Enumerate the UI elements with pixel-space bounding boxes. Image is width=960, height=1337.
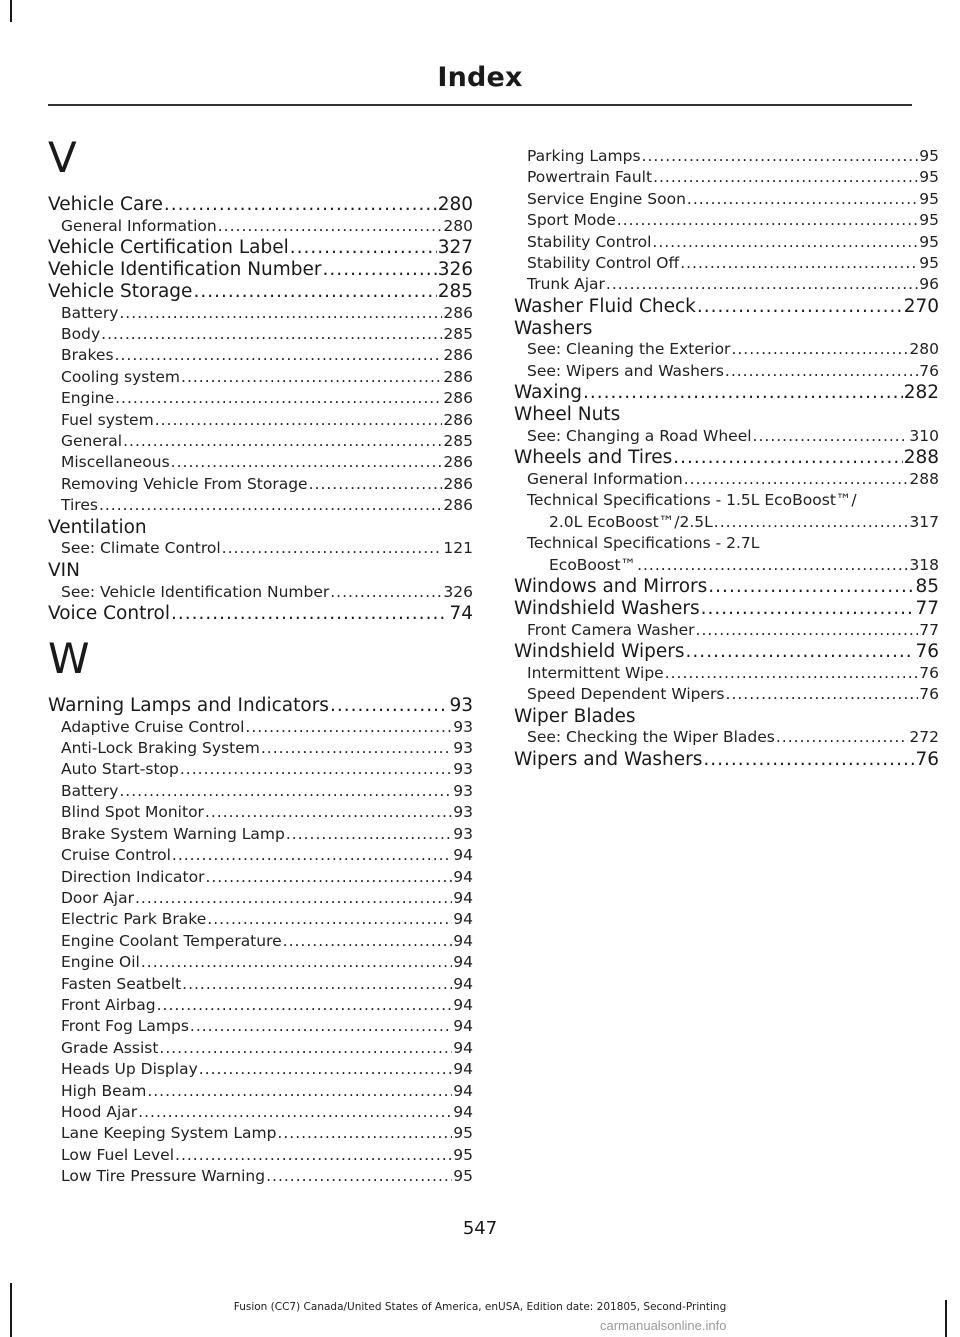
index-label: Sport Mode xyxy=(527,211,616,230)
index-page-ref: 286 xyxy=(443,496,473,515)
index-page-ref: 286 xyxy=(443,453,473,472)
dot-leader xyxy=(190,1016,452,1037)
index-page-ref: 286 xyxy=(443,303,473,322)
index-label: Door Ajar xyxy=(61,888,134,907)
index-label: General xyxy=(61,432,123,451)
index-page-ref: 95 xyxy=(453,1167,473,1186)
index-subentry xyxy=(48,452,473,473)
index-label: Removing Vehicle From Storage xyxy=(61,474,308,493)
index-page-ref: 95 xyxy=(919,211,939,230)
index-page-ref: 318 xyxy=(909,555,939,574)
index-heading xyxy=(48,517,473,539)
index-subentry xyxy=(514,361,939,382)
index-label: Grade Assist xyxy=(61,1038,159,1057)
index-label: Technical Specifications - 2.7L xyxy=(527,534,760,553)
dot-leader xyxy=(155,410,443,431)
index-page-ref: 288 xyxy=(909,470,939,489)
index-label: Lane Keeping System Lamp xyxy=(61,1124,277,1143)
dot-leader xyxy=(218,216,443,237)
index-subentry xyxy=(48,931,473,952)
index-subentry xyxy=(48,410,473,431)
index-subentry xyxy=(48,738,473,759)
dot-leader xyxy=(776,727,909,748)
index-page-ref: 326 xyxy=(437,259,473,280)
index-label: General Information xyxy=(61,216,217,235)
dot-leader xyxy=(290,237,437,259)
dot-leader xyxy=(193,281,436,303)
index-page-ref: 94 xyxy=(453,931,473,950)
index-label: See: Checking the Wiper Blades xyxy=(527,728,775,747)
index-page-ref: 121 xyxy=(443,539,473,558)
dot-leader xyxy=(180,759,452,780)
dot-leader xyxy=(309,474,443,495)
index-subentry xyxy=(48,216,473,237)
index-subentry xyxy=(514,339,939,360)
crop-mark-top-left xyxy=(10,0,12,22)
dot-leader xyxy=(617,210,918,231)
dot-leader xyxy=(181,367,442,388)
index-subentry xyxy=(514,727,939,748)
edition-info: Fusion (CC7) Canada/United States of America, enUSA, Edition date: 201805, Second-Printing xyxy=(233,1301,727,1313)
index-subentry xyxy=(48,1038,473,1059)
index-page-ref: 85 xyxy=(915,576,939,598)
index-heading xyxy=(514,749,939,771)
dot-leader xyxy=(266,1166,452,1187)
index-subentry xyxy=(48,474,473,495)
dot-leader xyxy=(652,232,918,253)
index-page-ref: 76 xyxy=(915,748,939,770)
dot-leader xyxy=(330,695,449,717)
index-subentry xyxy=(48,324,473,345)
dot-leader xyxy=(99,495,442,516)
index-subentry xyxy=(48,1123,473,1144)
index-label: Speed Dependent Wipers xyxy=(527,685,725,704)
dot-leader xyxy=(753,426,909,447)
dot-leader xyxy=(703,749,914,771)
index-label: Trunk Ajar xyxy=(527,275,605,294)
index-subentry xyxy=(48,781,473,802)
dot-leader xyxy=(245,717,452,738)
index-label: Waxing xyxy=(514,382,583,404)
index-label: Stability Control Off xyxy=(527,254,680,273)
index-label: Wipers and Washers xyxy=(514,748,703,770)
index-page-ref: 94 xyxy=(453,1017,473,1036)
index-subentry xyxy=(48,995,473,1016)
index-label: Warning Lamps and Indicators xyxy=(48,694,329,716)
index-heading xyxy=(514,404,939,426)
index-subentry xyxy=(514,512,939,533)
index-subentry xyxy=(514,274,939,295)
index-page-ref: 272 xyxy=(909,728,939,747)
index-subentry xyxy=(48,952,473,973)
index-subentry xyxy=(48,1145,473,1166)
index-heading xyxy=(514,382,939,404)
index-label: Body xyxy=(61,325,101,343)
index-label: Cruise Control xyxy=(61,846,171,865)
index-label: See: Wipers and Washers xyxy=(527,361,724,380)
index-subentry xyxy=(514,620,939,641)
index-page-ref: 282 xyxy=(903,382,939,404)
index-label: Front Camera Washer xyxy=(527,620,695,639)
index-label: Windows and Mirrors xyxy=(514,576,708,598)
index-subentry xyxy=(48,867,473,888)
index-page-ref: 94 xyxy=(453,1081,473,1100)
index-page-ref: 74 xyxy=(449,603,473,625)
index-label: EcoBoost™ xyxy=(549,555,637,574)
index-page-ref: 94 xyxy=(453,1060,473,1079)
dot-leader xyxy=(138,1102,452,1123)
index-label: Stability Control xyxy=(527,232,652,251)
index-subentry xyxy=(48,431,473,452)
section-letter: V xyxy=(48,133,77,182)
index-column-left xyxy=(48,130,473,1188)
dot-leader xyxy=(687,189,918,210)
dot-leader xyxy=(583,382,903,404)
index-label: Voice Control xyxy=(48,603,170,625)
dot-leader xyxy=(725,361,918,382)
index-subentry xyxy=(48,1081,473,1102)
index-page-ref: 94 xyxy=(453,974,473,993)
dot-leader xyxy=(680,253,918,274)
index-page-ref: 286 xyxy=(443,474,473,493)
watermark: carmanualsonline.info xyxy=(600,1318,727,1333)
index-subentry xyxy=(48,1016,473,1037)
index-subentry xyxy=(514,189,939,210)
index-page-ref: 93 xyxy=(453,781,473,800)
index-subentry xyxy=(48,1059,473,1080)
dot-leader xyxy=(686,641,915,663)
dot-leader xyxy=(330,582,442,603)
index-subentry xyxy=(514,232,939,253)
index-page-ref: 286 xyxy=(443,389,473,408)
index-page-ref: 286 xyxy=(443,367,473,386)
index-label: Battery xyxy=(61,781,119,800)
index-heading xyxy=(48,237,473,259)
index-subentry xyxy=(514,469,939,490)
index-page-ref: 95 xyxy=(919,168,939,187)
index-page-ref: 76 xyxy=(919,361,939,380)
index-heading xyxy=(514,598,939,620)
index-label: VIN xyxy=(48,559,80,581)
index-label: Washers xyxy=(514,317,593,339)
index-page-ref: 95 xyxy=(453,1145,473,1164)
index-label: Brake System Warning Lamp xyxy=(61,824,285,843)
index-subentry xyxy=(48,974,473,995)
index-heading xyxy=(514,318,939,340)
dot-leader xyxy=(642,146,919,167)
index-heading xyxy=(514,447,939,469)
index-label: Brakes xyxy=(61,346,114,365)
index-page-ref: 95 xyxy=(453,1124,473,1143)
index-page-ref: 76 xyxy=(919,685,939,704)
index-subentry xyxy=(48,1166,473,1187)
index-subentry xyxy=(514,253,939,274)
index-label: Powertrain Fault xyxy=(527,168,653,187)
index-subentry xyxy=(514,210,939,231)
dot-leader xyxy=(714,512,909,533)
dot-leader xyxy=(164,194,437,216)
index-page-ref: 327 xyxy=(437,237,473,259)
index-heading xyxy=(514,296,939,318)
index-subentry xyxy=(514,684,939,705)
dot-leader xyxy=(119,303,442,324)
dot-leader xyxy=(696,620,919,641)
page-title: Index xyxy=(437,62,523,93)
index-page-ref: 94 xyxy=(453,953,473,972)
index-subentry xyxy=(48,388,473,409)
index-label: Auto Start-stop xyxy=(61,760,179,779)
index-label: Hood Ajar xyxy=(61,1102,138,1121)
dot-leader xyxy=(182,974,452,995)
index-subentry xyxy=(48,345,473,366)
index-page-ref: 326 xyxy=(443,582,473,601)
index-page-ref: 77 xyxy=(919,620,939,639)
index-page-ref: 94 xyxy=(453,888,473,907)
dot-leader xyxy=(222,538,443,559)
index-label: Technical Specifications - 1.5L EcoBoost™/ xyxy=(527,491,857,510)
index-subentry xyxy=(514,663,939,684)
dot-leader xyxy=(147,1081,452,1102)
index-heading xyxy=(48,194,473,216)
dot-leader xyxy=(708,576,914,598)
index-page-ref: 95 xyxy=(919,232,939,251)
dot-leader xyxy=(286,824,452,845)
dot-leader xyxy=(606,274,918,295)
index-heading xyxy=(48,603,473,625)
index-label: Tires xyxy=(61,496,98,515)
index-page-ref: 94 xyxy=(453,1102,473,1121)
dot-leader xyxy=(205,867,452,888)
index-page-ref: 285 xyxy=(443,432,473,451)
index-subentry xyxy=(514,555,939,576)
index-label: Low Tire Pressure Warning xyxy=(61,1167,266,1186)
index-page-ref: 94 xyxy=(453,846,473,865)
dot-leader xyxy=(726,684,919,705)
index-label: Fuel system xyxy=(61,410,154,429)
dot-leader xyxy=(697,296,903,318)
index-page-ref: 95 xyxy=(919,147,939,165)
index-page-ref: 93 xyxy=(453,739,473,758)
index-subentry xyxy=(48,802,473,823)
index-label: Miscellaneous xyxy=(61,453,170,472)
index-label: Adaptive Cruise Control xyxy=(61,717,245,736)
dot-leader xyxy=(171,452,443,473)
index-column-right xyxy=(514,146,939,771)
page-number: 547 xyxy=(462,1218,498,1239)
dot-leader xyxy=(637,555,908,576)
dot-leader xyxy=(123,431,442,452)
index-page-ref: 76 xyxy=(915,641,939,663)
index-label: Service Engine Soon xyxy=(527,189,686,208)
index-label: Battery xyxy=(61,303,119,322)
index-label: Heads Up Display xyxy=(61,1060,198,1079)
dot-leader xyxy=(135,888,452,909)
dot-leader xyxy=(171,603,448,625)
index-page-ref: 286 xyxy=(443,346,473,365)
index-label: Cooling system xyxy=(61,367,181,386)
index-page-ref: 285 xyxy=(443,325,473,343)
index-page-ref: 93 xyxy=(453,760,473,779)
index-label: Front Fog Lamps xyxy=(61,1017,189,1036)
index-subentry xyxy=(48,717,473,738)
index-subentry xyxy=(48,538,473,559)
index-page-ref: 288 xyxy=(903,447,939,469)
dot-leader xyxy=(115,388,442,409)
dot-leader xyxy=(207,909,452,930)
index-label: Windshield Wipers xyxy=(514,641,685,663)
index-subentry xyxy=(48,845,473,866)
dot-leader xyxy=(673,447,902,469)
dot-leader xyxy=(157,995,453,1016)
index-label: Ventilation xyxy=(48,516,147,538)
dot-leader xyxy=(199,1059,452,1080)
index-label: Blind Spot Monitor xyxy=(61,803,204,822)
index-subentry xyxy=(514,490,939,511)
dot-leader xyxy=(101,324,442,345)
index-label: Electric Park Brake xyxy=(61,910,207,929)
section-letter: W xyxy=(48,633,90,683)
dot-leader xyxy=(175,1145,452,1166)
index-page-ref: 270 xyxy=(903,295,939,317)
index-subentry xyxy=(48,1102,473,1123)
index-label: Washer Fluid Check xyxy=(514,295,696,317)
header-rule xyxy=(48,104,912,106)
index-subentry xyxy=(514,426,939,447)
index-label: Vehicle Storage xyxy=(48,280,193,302)
index-page-ref: 95 xyxy=(919,254,939,273)
index-page-ref: 76 xyxy=(919,663,939,682)
index-heading xyxy=(514,706,939,728)
index-page-ref: 280 xyxy=(437,194,473,215)
index-page-ref: 77 xyxy=(915,597,939,619)
dot-leader xyxy=(665,663,919,684)
index-page-ref: 96 xyxy=(919,275,939,294)
index-label: General Information xyxy=(527,470,683,489)
index-label: Wheels and Tires xyxy=(514,447,673,469)
index-heading xyxy=(48,560,473,582)
index-label: Low Fuel Level xyxy=(61,1145,175,1164)
index-page-ref: 280 xyxy=(909,340,939,359)
index-label: See: Vehicle Identification Number xyxy=(61,582,330,601)
dot-leader xyxy=(653,167,918,188)
index-label: See: Changing a Road Wheel xyxy=(527,426,752,445)
index-label: Intermittent Wipe xyxy=(527,663,664,682)
index-heading xyxy=(514,641,939,663)
index-heading xyxy=(514,576,939,598)
index-label: Wheel Nuts xyxy=(514,404,621,426)
dot-leader xyxy=(323,259,437,281)
index-label: Direction Indicator xyxy=(61,867,205,886)
index-page-ref: 95 xyxy=(919,189,939,208)
index-subentry xyxy=(48,888,473,909)
dot-leader xyxy=(261,738,452,759)
index-page-ref: 310 xyxy=(909,426,939,445)
index-label: Engine Coolant Temperature xyxy=(61,931,282,950)
index-heading xyxy=(48,281,473,303)
dot-leader xyxy=(701,598,915,620)
index-page-ref: 286 xyxy=(443,410,473,429)
dot-leader xyxy=(141,952,452,973)
index-heading xyxy=(48,259,473,281)
index-page-ref: 93 xyxy=(453,824,473,843)
index-subentry xyxy=(48,495,473,516)
dot-leader xyxy=(205,802,452,823)
index-subentry xyxy=(48,303,473,324)
index-label: Engine xyxy=(61,389,115,408)
index-label: Engine Oil xyxy=(61,953,140,972)
index-heading xyxy=(48,695,473,717)
index-label: See: Climate Control xyxy=(61,539,221,558)
dot-leader xyxy=(119,781,452,802)
index-page-ref: 94 xyxy=(453,910,473,929)
index-page-ref: 285 xyxy=(437,280,473,302)
dot-leader xyxy=(283,931,453,952)
index-subentry xyxy=(514,146,939,167)
index-page-ref: 280 xyxy=(443,216,473,235)
dot-leader xyxy=(277,1123,452,1144)
index-subentry xyxy=(48,582,473,603)
index-subentry xyxy=(48,909,473,930)
index-subentry xyxy=(514,533,939,554)
dot-leader xyxy=(172,845,452,866)
index-label: Parking Lamps xyxy=(527,147,641,165)
index-label: High Beam xyxy=(61,1081,147,1100)
index-subentry xyxy=(48,759,473,780)
dot-leader xyxy=(731,339,908,360)
index-subentry xyxy=(514,167,939,188)
index-label: Vehicle Certification Label xyxy=(48,237,289,259)
index-label: See: Cleaning the Exterior xyxy=(527,340,731,359)
index-subentry xyxy=(48,824,473,845)
index-page-ref: 317 xyxy=(909,512,939,531)
index-label: Fasten Seatbelt xyxy=(61,974,182,993)
index-subentry xyxy=(48,367,473,388)
index-label: Vehicle Care xyxy=(48,194,163,215)
index-label: Windshield Washers xyxy=(514,597,700,619)
index-label: Vehicle Identification Number xyxy=(48,259,322,280)
dot-leader xyxy=(159,1038,452,1059)
index-page-ref: 93 xyxy=(453,717,473,736)
index-page-ref: 94 xyxy=(453,995,473,1014)
index-label: Anti-Lock Braking System xyxy=(61,739,260,758)
dot-leader xyxy=(115,345,443,366)
index-page-ref: 94 xyxy=(453,867,473,886)
index-page-ref: 94 xyxy=(453,1038,473,1057)
index-label: Front Airbag xyxy=(61,995,156,1014)
dot-leader xyxy=(684,469,909,490)
index-page-ref: 93 xyxy=(449,694,473,716)
index-label: 2.0L EcoBoost™/2.5L xyxy=(549,512,713,531)
index-page-ref: 93 xyxy=(453,803,473,822)
index-label: Wiper Blades xyxy=(514,705,636,727)
